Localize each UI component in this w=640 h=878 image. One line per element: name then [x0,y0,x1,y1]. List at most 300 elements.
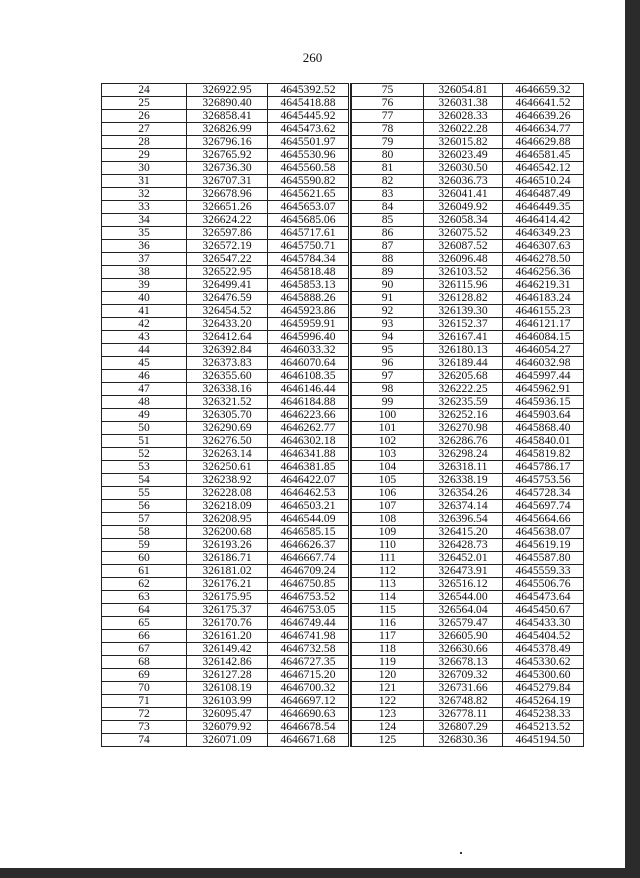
point-number-cell: 81 [352,162,424,175]
table-row [352,84,584,97]
point-number-cell: 53 [102,461,187,474]
x-coordinate-cell: 326200.68 [187,526,268,539]
y-coordinate-cell: 4645653.07 [268,201,350,214]
y-coordinate-cell: 4646184.88 [268,396,350,409]
x-coordinate-cell: 326186.71 [187,552,268,565]
y-coordinate-cell: 4645506.76 [503,578,584,591]
x-coordinate-cell: 326235.59 [424,396,503,409]
scan-speck [460,852,462,854]
y-coordinate-cell: 4646121.17 [503,318,584,331]
x-coordinate-cell: 326228.08 [187,487,268,500]
table-row [102,487,350,500]
y-coordinate-cell: 4646084.15 [503,331,584,344]
x-coordinate-cell: 326338.19 [424,474,503,487]
x-coordinate-cell: 326127.28 [187,669,268,682]
x-coordinate-cell: 326922.95 [187,84,268,97]
table-row [102,669,350,682]
point-number-cell: 122 [352,695,424,708]
x-coordinate-cell: 326175.95 [187,591,268,604]
point-number-cell: 61 [102,565,187,578]
point-number-cell: 106 [352,487,424,500]
x-coordinate-cell: 326170.76 [187,617,268,630]
x-coordinate-cell: 326049.92 [424,201,503,214]
point-number-cell: 73 [102,721,187,734]
point-number-cell: 74 [102,734,187,747]
x-coordinate-cell: 326115.96 [424,279,503,292]
table-row [352,578,584,591]
y-coordinate-cell: 4645330.62 [503,656,584,669]
y-coordinate-cell: 4646581.45 [503,149,584,162]
table-row [352,396,584,409]
x-coordinate-cell: 326318.11 [424,461,503,474]
y-coordinate-cell: 4645728.34 [503,487,584,500]
table-row [352,344,584,357]
y-coordinate-cell: 4646503.21 [268,500,350,513]
table-row [352,266,584,279]
y-coordinate-cell: 4645888.26 [268,292,350,305]
point-number-cell: 26 [102,110,187,123]
y-coordinate-cell: 4646634.77 [503,123,584,136]
x-coordinate-cell: 326796.16 [187,136,268,149]
point-number-cell: 91 [352,292,424,305]
point-number-cell: 58 [102,526,187,539]
table-row [352,539,584,552]
point-number-cell: 59 [102,539,187,552]
point-number-cell: 40 [102,292,187,305]
point-number-cell: 71 [102,695,187,708]
y-coordinate-cell: 4646054.27 [503,344,584,357]
y-coordinate-cell: 4646629.88 [503,136,584,149]
y-coordinate-cell: 4645685.06 [268,214,350,227]
point-number-cell: 56 [102,500,187,513]
point-number-cell: 66 [102,630,187,643]
y-coordinate-cell: 4645923.86 [268,305,350,318]
table-row [352,136,584,149]
y-coordinate-cell: 4646487.49 [503,188,584,201]
y-coordinate-cell: 4646690.63 [268,708,350,721]
table-row [352,565,584,578]
x-coordinate-cell: 326031.38 [424,97,503,110]
table-row [352,526,584,539]
x-coordinate-cell: 326028.33 [424,110,503,123]
x-coordinate-cell: 326175.37 [187,604,268,617]
y-coordinate-cell: 4645996.40 [268,331,350,344]
point-number-cell: 52 [102,448,187,461]
table-row [102,84,350,97]
point-number-cell: 50 [102,422,187,435]
x-coordinate-cell: 326709.32 [424,669,503,682]
x-coordinate-cell: 326428.73 [424,539,503,552]
x-coordinate-cell: 326252.16 [424,409,503,422]
x-coordinate-cell: 326516.12 [424,578,503,591]
x-coordinate-cell: 326152.37 [424,318,503,331]
y-coordinate-cell: 4645868.40 [503,422,584,435]
x-coordinate-cell: 326354.26 [424,487,503,500]
table-row [102,474,350,487]
x-coordinate-cell: 326161.20 [187,630,268,643]
table-row [102,539,350,552]
point-number-cell: 75 [352,84,424,97]
table-row [352,643,584,656]
x-coordinate-cell: 326176.21 [187,578,268,591]
x-coordinate-cell: 326071.09 [187,734,268,747]
table-row [102,721,350,734]
table-row [352,409,584,422]
y-coordinate-cell: 4646449.35 [503,201,584,214]
table-row [352,500,584,513]
table-row [102,708,350,721]
x-coordinate-cell: 326054.81 [424,84,503,97]
y-coordinate-cell: 4645936.15 [503,396,584,409]
point-number-cell: 24 [102,84,187,97]
table-row [352,461,584,474]
point-number-cell: 39 [102,279,187,292]
y-coordinate-cell: 4646700.32 [268,682,350,695]
table-row [102,292,350,305]
point-number-cell: 97 [352,370,424,383]
x-coordinate-cell: 326142.86 [187,656,268,669]
table-row [352,682,584,695]
x-coordinate-cell: 326298.24 [424,448,503,461]
x-coordinate-cell: 326499.41 [187,279,268,292]
coordinates-table-left-body [102,84,350,747]
point-number-cell: 116 [352,617,424,630]
point-number-cell: 41 [102,305,187,318]
y-coordinate-cell: 4645473.62 [268,123,350,136]
table-row [102,97,350,110]
table-row [102,422,350,435]
point-number-cell: 119 [352,656,424,669]
y-coordinate-cell: 4645717.61 [268,227,350,240]
table-row [352,617,584,630]
x-coordinate-cell: 326058.34 [424,214,503,227]
point-number-cell: 118 [352,643,424,656]
point-number-cell: 117 [352,630,424,643]
y-coordinate-cell: 4645840.01 [503,435,584,448]
x-coordinate-cell: 326396.54 [424,513,503,526]
table-row [102,526,350,539]
point-number-cell: 88 [352,253,424,266]
x-coordinate-cell: 326826.99 [187,123,268,136]
point-number-cell: 37 [102,253,187,266]
table-row [352,123,584,136]
table-row [352,422,584,435]
table-row [352,149,584,162]
table-row [352,370,584,383]
x-coordinate-cell: 326238.92 [187,474,268,487]
x-coordinate-cell: 326454.52 [187,305,268,318]
x-coordinate-cell: 326433.20 [187,318,268,331]
table-row [352,591,584,604]
point-number-cell: 80 [352,149,424,162]
point-number-cell: 101 [352,422,424,435]
table-row [102,344,350,357]
y-coordinate-cell: 4645279.84 [503,682,584,695]
point-number-cell: 121 [352,682,424,695]
y-coordinate-cell: 4645300.60 [503,669,584,682]
table-row [102,448,350,461]
y-coordinate-cell: 4645750.71 [268,240,350,253]
x-coordinate-cell: 326149.42 [187,643,268,656]
point-number-cell: 67 [102,643,187,656]
y-coordinate-cell: 4645784.34 [268,253,350,266]
table-row [102,227,350,240]
y-coordinate-cell: 4646626.37 [268,539,350,552]
y-coordinate-cell: 4645664.66 [503,513,584,526]
y-coordinate-cell: 4645473.64 [503,591,584,604]
x-coordinate-cell: 326189.44 [424,357,503,370]
x-coordinate-cell: 326205.68 [424,370,503,383]
point-number-cell: 45 [102,357,187,370]
y-coordinate-cell: 4646697.12 [268,695,350,708]
table-row [352,357,584,370]
point-number-cell: 125 [352,734,424,747]
table-row [102,656,350,669]
x-coordinate-cell: 326103.52 [424,266,503,279]
point-number-cell: 55 [102,487,187,500]
x-coordinate-cell: 326193.26 [187,539,268,552]
x-coordinate-cell: 326452.01 [424,552,503,565]
point-number-cell: 102 [352,435,424,448]
table-row [102,136,350,149]
x-coordinate-cell: 326890.40 [187,97,268,110]
table-row [102,695,350,708]
table-row [352,318,584,331]
point-number-cell: 29 [102,149,187,162]
table-row [352,474,584,487]
table-row [102,110,350,123]
x-coordinate-cell: 326167.41 [424,331,503,344]
y-coordinate-cell: 4645753.56 [503,474,584,487]
point-number-cell: 124 [352,721,424,734]
table-row [352,721,584,734]
point-number-cell: 68 [102,656,187,669]
point-number-cell: 96 [352,357,424,370]
y-coordinate-cell: 4646219.31 [503,279,584,292]
table-row [352,97,584,110]
x-coordinate-cell: 326075.52 [424,227,503,240]
table-row [102,396,350,409]
point-number-cell: 100 [352,409,424,422]
coordinates-table-right [351,83,584,747]
y-coordinate-cell: 4645997.44 [503,370,584,383]
y-coordinate-cell: 4646307.63 [503,240,584,253]
point-number-cell: 94 [352,331,424,344]
point-number-cell: 103 [352,448,424,461]
table-row [352,708,584,721]
x-coordinate-cell: 326830.36 [424,734,503,747]
x-coordinate-cell: 326624.22 [187,214,268,227]
x-coordinate-cell: 326630.66 [424,643,503,656]
point-number-cell: 114 [352,591,424,604]
table-row [352,162,584,175]
y-coordinate-cell: 4645560.58 [268,162,350,175]
x-coordinate-cell: 326678.96 [187,188,268,201]
table-row [352,669,584,682]
table-row [102,643,350,656]
point-number-cell: 46 [102,370,187,383]
coordinates-table-right-body [352,84,584,747]
point-number-cell: 60 [102,552,187,565]
y-coordinate-cell: 4645264.19 [503,695,584,708]
table-row [352,279,584,292]
y-coordinate-cell: 4645194.50 [503,734,584,747]
table-row [102,565,350,578]
table-row [352,734,584,747]
y-coordinate-cell: 4646108.35 [268,370,350,383]
point-number-cell: 57 [102,513,187,526]
table-row [102,149,350,162]
point-number-cell: 65 [102,617,187,630]
table-row [352,435,584,448]
table-row [102,630,350,643]
table-row [352,175,584,188]
y-coordinate-cell: 4645697.74 [503,500,584,513]
x-coordinate-cell: 326338.16 [187,383,268,396]
x-coordinate-cell: 326030.50 [424,162,503,175]
y-coordinate-cell: 4645392.52 [268,84,350,97]
point-number-cell: 36 [102,240,187,253]
table-row [352,513,584,526]
y-coordinate-cell: 4645587.80 [503,552,584,565]
y-coordinate-cell: 4646732.58 [268,643,350,656]
table-row [352,552,584,565]
table-row [102,604,350,617]
table-row [102,578,350,591]
point-number-cell: 104 [352,461,424,474]
point-number-cell: 28 [102,136,187,149]
x-coordinate-cell: 326290.69 [187,422,268,435]
y-coordinate-cell: 4645853.13 [268,279,350,292]
x-coordinate-cell: 326022.28 [424,123,503,136]
table-row [102,383,350,396]
x-coordinate-cell: 326263.14 [187,448,268,461]
y-coordinate-cell: 4646349.23 [503,227,584,240]
x-coordinate-cell: 326392.84 [187,344,268,357]
x-coordinate-cell: 326858.41 [187,110,268,123]
table-row [352,448,584,461]
x-coordinate-cell: 326015.82 [424,136,503,149]
point-number-cell: 105 [352,474,424,487]
point-number-cell: 30 [102,162,187,175]
y-coordinate-cell: 4646715.20 [268,669,350,682]
y-coordinate-cell: 4646741.98 [268,630,350,643]
x-coordinate-cell: 326412.64 [187,331,268,344]
y-coordinate-cell: 4645819.82 [503,448,584,461]
point-number-cell: 89 [352,266,424,279]
y-coordinate-cell: 4645559.33 [503,565,584,578]
table-row [352,487,584,500]
y-coordinate-cell: 4646146.44 [268,383,350,396]
x-coordinate-cell: 326108.19 [187,682,268,695]
point-number-cell: 25 [102,97,187,110]
y-coordinate-cell: 4646709.24 [268,565,350,578]
table-row [102,552,350,565]
y-coordinate-cell: 4646678.54 [268,721,350,734]
point-number-cell: 72 [102,708,187,721]
x-coordinate-cell: 326415.20 [424,526,503,539]
table-row [102,214,350,227]
table-row [352,292,584,305]
y-coordinate-cell: 4646278.50 [503,253,584,266]
point-number-cell: 69 [102,669,187,682]
x-coordinate-cell: 326087.52 [424,240,503,253]
y-coordinate-cell: 4646639.26 [503,110,584,123]
y-coordinate-cell: 4646753.52 [268,591,350,604]
y-coordinate-cell: 4645590.82 [268,175,350,188]
y-coordinate-cell: 4645238.33 [503,708,584,721]
y-coordinate-cell: 4645213.52 [503,721,584,734]
point-number-cell: 112 [352,565,424,578]
point-number-cell: 108 [352,513,424,526]
point-number-cell: 110 [352,539,424,552]
table-row [352,227,584,240]
y-coordinate-cell: 4646462.53 [268,487,350,500]
y-coordinate-cell: 4645450.67 [503,604,584,617]
x-coordinate-cell: 326605.90 [424,630,503,643]
x-coordinate-cell: 326095.47 [187,708,268,721]
table-row [102,461,350,474]
x-coordinate-cell: 326748.82 [424,695,503,708]
y-coordinate-cell: 4645621.65 [268,188,350,201]
point-number-cell: 87 [352,240,424,253]
table-row [352,201,584,214]
point-number-cell: 98 [352,383,424,396]
y-coordinate-cell: 4646750.85 [268,578,350,591]
point-number-cell: 49 [102,409,187,422]
table-row [352,630,584,643]
point-number-cell: 34 [102,214,187,227]
x-coordinate-cell: 326374.14 [424,500,503,513]
table-row [352,188,584,201]
y-coordinate-cell: 4645418.88 [268,97,350,110]
x-coordinate-cell: 326736.30 [187,162,268,175]
x-coordinate-cell: 326305.70 [187,409,268,422]
y-coordinate-cell: 4646585.15 [268,526,350,539]
y-coordinate-cell: 4646667.74 [268,552,350,565]
y-coordinate-cell: 4645818.48 [268,266,350,279]
y-coordinate-cell: 4646262.77 [268,422,350,435]
point-number-cell: 92 [352,305,424,318]
y-coordinate-cell: 4646033.32 [268,344,350,357]
y-coordinate-cell: 4646510.24 [503,175,584,188]
y-coordinate-cell: 4645404.52 [503,630,584,643]
point-number-cell: 84 [352,201,424,214]
table-row [352,240,584,253]
table-row [102,175,350,188]
x-coordinate-cell: 326218.09 [187,500,268,513]
point-number-cell: 78 [352,123,424,136]
x-coordinate-cell: 326476.59 [187,292,268,305]
table-row [102,500,350,513]
point-number-cell: 47 [102,383,187,396]
x-coordinate-cell: 326355.60 [187,370,268,383]
point-number-cell: 90 [352,279,424,292]
y-coordinate-cell: 4645433.30 [503,617,584,630]
x-coordinate-cell: 326373.83 [187,357,268,370]
y-coordinate-cell: 4646422.07 [268,474,350,487]
point-number-cell: 79 [352,136,424,149]
x-coordinate-cell: 326731.66 [424,682,503,695]
table-row [352,695,584,708]
page-number: 260 [302,50,323,65]
y-coordinate-cell: 4646544.09 [268,513,350,526]
y-coordinate-cell: 4645959.91 [268,318,350,331]
point-number-cell: 48 [102,396,187,409]
table-row [352,383,584,396]
table-row [102,253,350,266]
y-coordinate-cell: 4646749.44 [268,617,350,630]
